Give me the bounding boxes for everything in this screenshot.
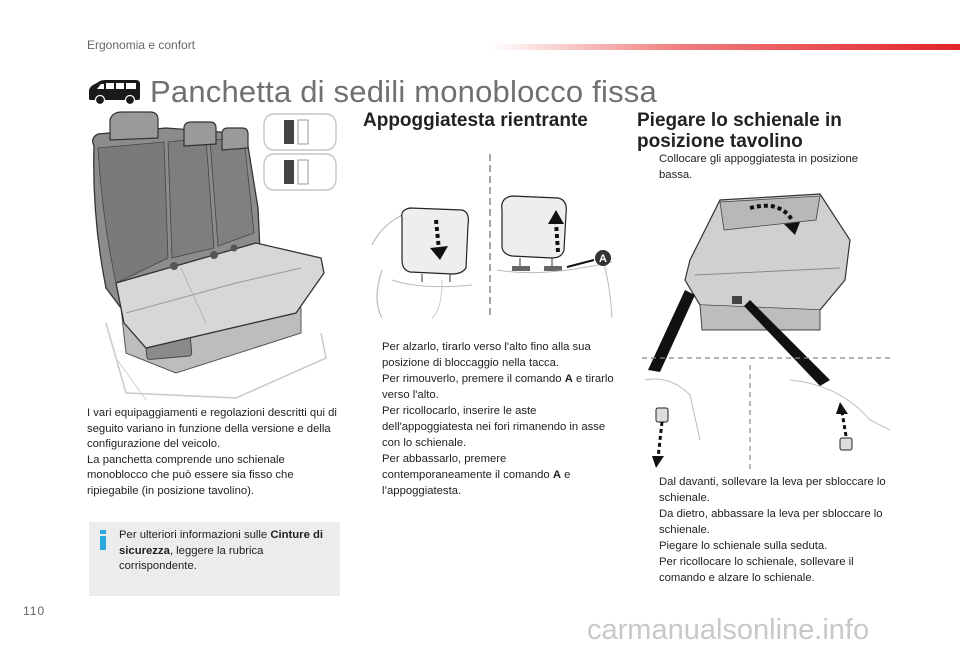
page-title: Panchetta di sedili monoblocco fissa [150, 74, 657, 109]
fold-heading: Piegare lo schienale in posizione tavolino [637, 110, 842, 152]
minivan-icon [86, 78, 142, 106]
list-item: Per abbassarlo, premere contemporaneamente il comando A e l’appoggiatesta. [382, 453, 571, 497]
list-item: Per ricollocarlo, inserire le aste dell'appoggiatesta nei fori rimanendo in asse con lo schienale. [382, 405, 606, 449]
list-item: Da dietro, abbassare la leva per sbloccare lo schienale. [659, 508, 883, 536]
fold-backrest-illustration [640, 180, 896, 472]
intro-paragraph: La panchetta comprende uno schienale monoblocco che può essere sia fisso che ripiegabile (in posizione tavolino). [87, 453, 294, 497]
list-item: Dal davanti, sollevare la leva per sbloccare lo schienale. [659, 476, 886, 504]
fold-steps [639, 474, 899, 586]
info-text: Per ulteriori informazioni sulle Cinture di sicurezza, leggere la rubrica corrispondente. [119, 529, 324, 572]
page-number: 110 [23, 604, 46, 618]
bench-seat-illustration [86, 108, 354, 404]
label-a: A [599, 253, 607, 265]
headrest-illustration [362, 150, 620, 320]
section-header: Ergonomia e confort [87, 38, 196, 52]
info-box [89, 522, 340, 596]
list-item: Per rimouverlo, premere il comando A e tirarlo verso l'alto. [382, 373, 614, 401]
list-item: Per ricollocare lo schienale, sollevare il comando e alzare lo schienale. [659, 556, 854, 584]
fold-prep-instructions [639, 151, 879, 183]
header-accent-bar [490, 44, 960, 50]
list-item: Piegare lo schienale sulla seduta. [659, 540, 828, 552]
intro-paragraph: I vari equipaggiamenti e regolazioni descritti qui di seguito variano in funzione della versione e della configurazione del veicolo. [87, 407, 337, 450]
list-item: Collocare gli appoggiatesta in posizione bassa. [659, 153, 859, 181]
intro-text [87, 406, 345, 499]
headrest-instructions [362, 339, 617, 499]
headrest-heading: Appoggiatesta rientrante [363, 110, 588, 131]
watermark: carmanualsonline.info [587, 614, 870, 646]
list-item: Per alzarlo, tirarlo verso l'alto fino alla sua posizione di bloccaggio nella tacca. [382, 341, 591, 369]
info-icon [97, 530, 109, 550]
